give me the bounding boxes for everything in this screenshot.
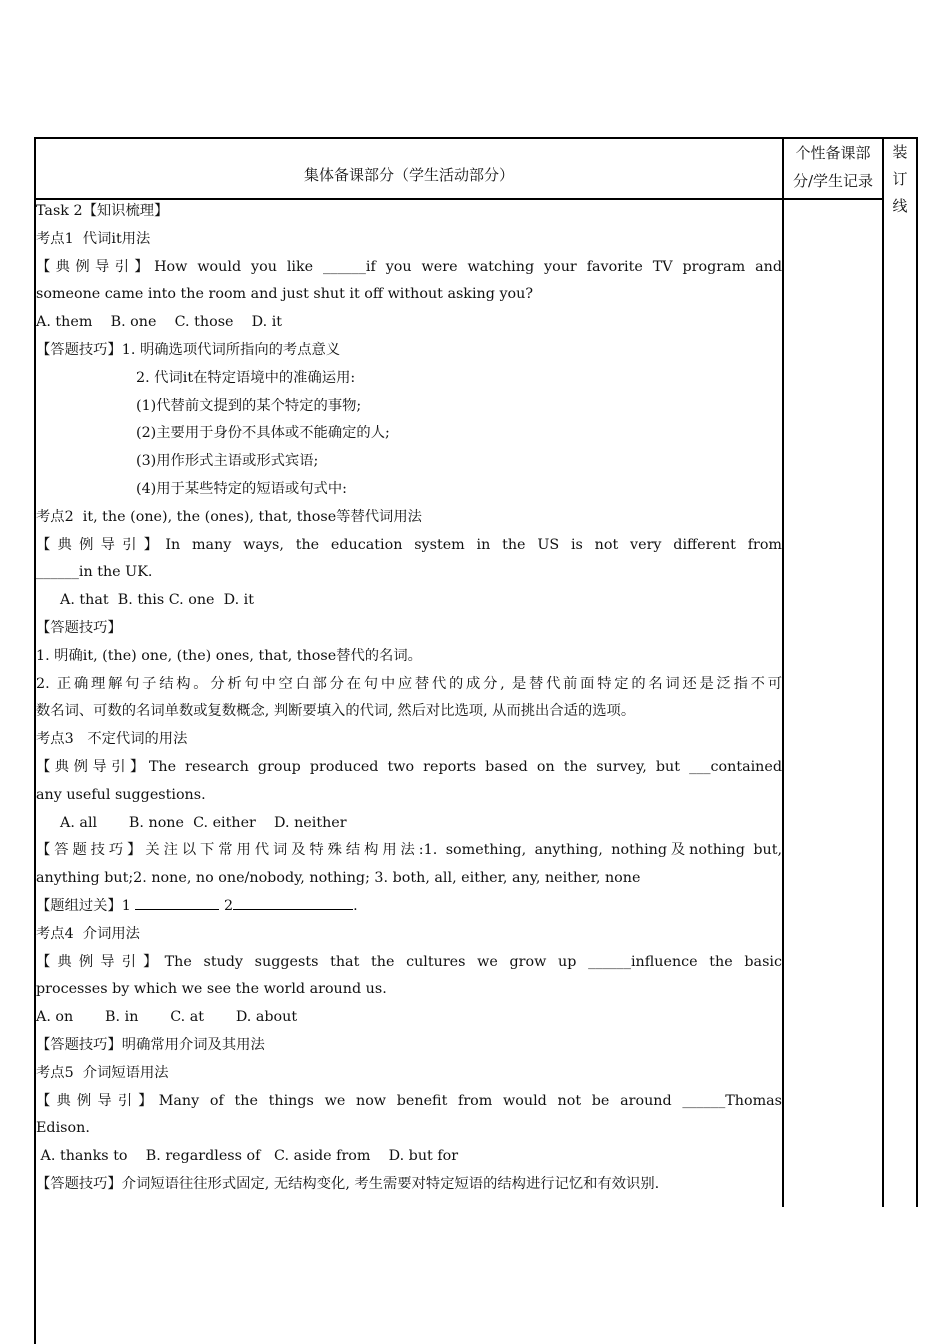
binding-char-2: 订 bbox=[892, 170, 908, 188]
point2-tips-heading: 【答题技巧】 bbox=[36, 619, 122, 636]
point4-tips: 【答题技巧】明确常用介词及其用法 bbox=[36, 1036, 265, 1053]
point2-example-cont: ______in the UK. bbox=[36, 564, 153, 581]
point2-tip-2-cont: 数名词、可数的名词单数或复数概念, 判断要填入的代词, 然后对比选项, 从而挑出合适的选项。 bbox=[36, 703, 636, 720]
binding-char-3: 线 bbox=[892, 197, 908, 215]
point3-example-cont: any useful suggestions. bbox=[36, 786, 206, 803]
point3-heading: 考点3 不定代词的用法 bbox=[36, 731, 188, 748]
point5-heading: 考点5 介词短语用法 bbox=[36, 1064, 169, 1081]
exercise-label-2: 2 bbox=[219, 897, 234, 914]
task-heading: Task 2【知识梳理】 bbox=[36, 203, 169, 219]
point2-options: A. that B. this C. one D. it bbox=[60, 592, 254, 609]
column-divider-main bbox=[782, 137, 784, 1207]
point1-example-cont: someone came into the room and just shut it off without asking you? bbox=[36, 286, 533, 303]
point2-tip-2: 2. 正确理解句子结构。分析句中空白部分在句中应替代的成分, 是替代前面特定的名词还是泛指不可 bbox=[36, 675, 782, 692]
point2-heading: 考点2 it, the (one), the (ones), that, those等替代词用法 bbox=[36, 508, 422, 525]
column-divider-notes bbox=[882, 137, 884, 1207]
point4-example: 【典例导引】The study suggests that the cultures we grow up ______influence the basic bbox=[36, 953, 782, 970]
exercise-end: . bbox=[353, 897, 358, 914]
lesson-content bbox=[36, 198, 782, 1199]
point1-tip-2-3: (3)用作形式主语或形式宾语; bbox=[136, 453, 319, 470]
point5-options: A. thanks to B. regardless of C. aside from D. but for bbox=[36, 1148, 459, 1165]
point3-tips: 【答题技巧】关注以下常用代词及特殊结构用法:1. something, anything, nothing及nothing but, bbox=[36, 842, 782, 859]
notes-header-line2: 分/学生记录 bbox=[792, 172, 874, 190]
binding-line-label bbox=[885, 139, 915, 220]
point4-heading: 考点4 介词用法 bbox=[36, 925, 140, 942]
section-title: 集体备课部分（学生活动部分） bbox=[303, 166, 514, 184]
notes-header-line1: 个性备课部 bbox=[795, 144, 871, 162]
point1-example: 【典例导引】How would you like ______if you were watching your favorite TV program and bbox=[36, 258, 782, 275]
point1-heading: 考点1 代词it用法 bbox=[36, 230, 151, 247]
point4-options: A. on B. in C. at D. about bbox=[36, 1009, 298, 1026]
point5-example-cont: Edison. bbox=[36, 1120, 90, 1137]
answer-blank-2[interactable] bbox=[233, 893, 353, 910]
point3-tips-cont: anything but;2. none, no one/nobody, nothing; 3. both, all, either, any, neither, none bbox=[36, 870, 641, 887]
point5-example: 【典例导引】Many of the things we now benefit from would not be around ______Thomas bbox=[36, 1092, 782, 1109]
exercise-label: 【题组过关】1 bbox=[36, 897, 136, 914]
binding-char-1: 装 bbox=[892, 143, 908, 161]
point3-options: A. all B. none C. either D. neither bbox=[60, 814, 347, 831]
point1-tip-2-1: (1)代替前文提到的某个特定的事物; bbox=[136, 397, 362, 414]
point1-tip-2: 2. 代词it在特定语境中的准确运用: bbox=[136, 369, 356, 386]
table-right-border bbox=[916, 137, 918, 1207]
point4-example-cont: processes by which we see the world around us. bbox=[36, 981, 387, 998]
point2-tip-1: 1. 明确it, (the) one, (the) ones, that, those替代的名词。 bbox=[36, 647, 422, 664]
notes-column-header bbox=[785, 139, 881, 195]
point1-tip-2-2: (2)主要用于身份不具体或不能确定的人; bbox=[136, 425, 390, 442]
point1-options: A. them B. one C. those D. it bbox=[36, 314, 283, 331]
point3-example: 【典例导引】The research group produced two reports based on the survey, but ___contained bbox=[36, 758, 782, 775]
point5-tips: 【答题技巧】介词短语往往形式固定, 无结构变化, 考生需要对特定短语的结构进行记忆和有效识别. bbox=[36, 1175, 660, 1192]
answer-blank-1[interactable] bbox=[135, 893, 219, 910]
point2-example: 【典例导引】In many ways, the education system in the US is not very different from bbox=[36, 536, 782, 553]
exercise-group bbox=[36, 893, 782, 921]
point1-tips: 【答题技巧】1. 明确选项代词所指向的考点意义 bbox=[36, 341, 341, 358]
point1-tip-2-4: (4)用于某些特定的短语或句式中: bbox=[136, 480, 347, 497]
